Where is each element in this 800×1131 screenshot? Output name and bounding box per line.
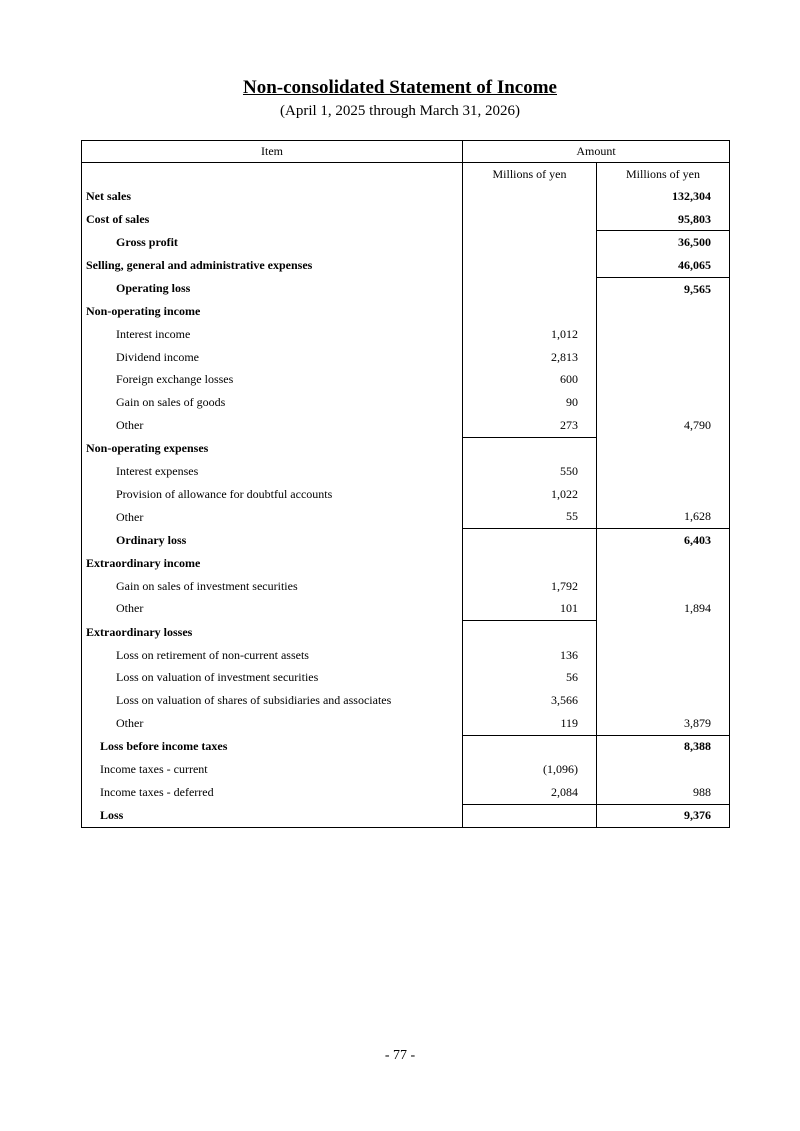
row-amount-total: 8,388 [597,735,730,758]
table-row [82,369,730,392]
table-row [82,506,730,529]
row-amount-total [597,323,730,346]
row-amount-total [597,483,730,506]
row-label: Income taxes - deferred [82,781,463,804]
row-amount-total [597,300,730,323]
row-amount-total [597,575,730,598]
row-amount-total [597,437,730,460]
row-amount-total [597,460,730,483]
table-row [82,300,730,323]
row-amount-detail [463,231,597,254]
row-amount-detail: (1,096) [463,758,597,781]
table-row [82,621,730,644]
row-amount-detail: 550 [463,460,597,483]
row-label: Cost of sales [82,208,463,231]
table-row [82,644,730,667]
row-amount-detail: 119 [463,712,597,735]
row-amount-detail [463,529,597,552]
row-label: Extraordinary losses [82,621,463,644]
table-row [82,689,730,712]
row-label: Ordinary loss [82,529,463,552]
table-row [82,529,730,552]
row-amount-detail [463,735,597,758]
row-amount-detail: 3,566 [463,689,597,712]
row-label: Net sales [82,185,463,208]
row-label: Other [82,597,463,620]
row-amount-total: 6,403 [597,529,730,552]
table-row [82,735,730,758]
row-amount-total: 46,065 [597,254,730,277]
row-label: Interest income [82,323,463,346]
row-amount-detail: 101 [463,597,597,620]
row-amount-total: 1,628 [597,506,730,529]
row-amount-detail: 90 [463,391,597,414]
statement-title: Non-consolidated Statement of Income [242,77,557,98]
row-amount-total: 9,376 [597,804,730,828]
row-label: Selling, general and administrative expenses [82,254,463,277]
row-amount-total [597,369,730,392]
row-label: Gain on sales of investment securities [82,575,463,598]
row-amount-total: 3,879 [597,712,730,735]
row-amount-total [597,689,730,712]
row-amount-detail [463,185,597,208]
row-amount-detail: 1,012 [463,323,597,346]
table-row [82,437,730,460]
row-label: Loss on retirement of non-current assets [82,644,463,667]
row-amount-total: 132,304 [597,185,730,208]
table-row [82,277,730,300]
table-row [82,346,730,369]
row-label: Other [82,506,463,529]
row-amount-total [597,391,730,414]
row-amount-total [597,666,730,689]
table-row [82,208,730,231]
row-label: Loss on valuation of investment securities [82,666,463,689]
row-label: Other [82,414,463,437]
row-amount-detail: 2,813 [463,346,597,369]
row-amount-total: 4,790 [597,414,730,437]
row-label: Loss before income taxes [82,735,463,758]
table-row [82,597,730,620]
row-label: Loss on valuation of shares of subsidiaries and associates [82,689,463,712]
table-row [82,575,730,598]
table-header-row [82,141,730,163]
row-amount-detail: 600 [463,369,597,392]
row-amount-detail [463,621,597,644]
row-amount-detail [463,437,597,460]
row-amount-detail: 136 [463,644,597,667]
row-amount-detail: 1,022 [463,483,597,506]
row-amount-total: 95,803 [597,208,730,231]
table-row [82,414,730,437]
table-row [82,552,730,575]
table-row [82,460,730,483]
row-amount-detail: 56 [463,666,597,689]
table-row [82,254,730,277]
row-amount-total [597,758,730,781]
table-row [82,781,730,804]
row-amount-detail [463,552,597,575]
row-amount-total: 988 [597,781,730,804]
row-amount-detail: 273 [463,414,597,437]
row-amount-total [597,621,730,644]
row-label: Dividend income [82,346,463,369]
row-label: Foreign exchange losses [82,369,463,392]
row-label: Operating loss [82,277,463,300]
row-label: Income taxes - current [82,758,463,781]
row-label: Non-operating expenses [82,437,463,460]
table-row [82,804,730,828]
unit-label-1: Millions of yen [463,163,597,186]
row-label: Gain on sales of goods [82,391,463,414]
row-amount-detail [463,804,597,828]
row-label: Loss [82,804,463,828]
unit-row [82,163,730,186]
row-amount-total: 1,894 [597,597,730,620]
income-statement-table [81,140,730,828]
row-amount-detail: 55 [463,506,597,529]
page-number: - 77 - [384,1048,416,1063]
table-row [82,231,730,254]
row-amount-detail [463,208,597,231]
row-amount-detail: 2,084 [463,781,597,804]
table-row [82,323,730,346]
row-amount-detail [463,254,597,277]
row-amount-total [597,346,730,369]
row-amount-detail [463,277,597,300]
table-row [82,666,730,689]
header-item: Item [82,141,463,163]
row-amount-detail [463,300,597,323]
row-amount-detail: 1,792 [463,575,597,598]
header-amount: Amount [463,141,730,163]
row-label: Interest expenses [82,460,463,483]
unit-row-blank [82,163,463,186]
row-label: Other [82,712,463,735]
row-label: Extraordinary income [82,552,463,575]
statement-period: (April 1, 2025 through March 31, 2026) [280,103,520,119]
table-row [82,391,730,414]
row-label: Gross profit [82,231,463,254]
row-amount-total: 9,565 [597,277,730,300]
row-label: Provision of allowance for doubtful accounts [82,483,463,506]
unit-label-2: Millions of yen [597,163,730,186]
row-amount-total [597,644,730,667]
row-label: Non-operating income [82,300,463,323]
table-row [82,483,730,506]
table-row [82,758,730,781]
row-amount-total [597,552,730,575]
table-row [82,712,730,735]
table-row [82,185,730,208]
row-amount-total: 36,500 [597,231,730,254]
